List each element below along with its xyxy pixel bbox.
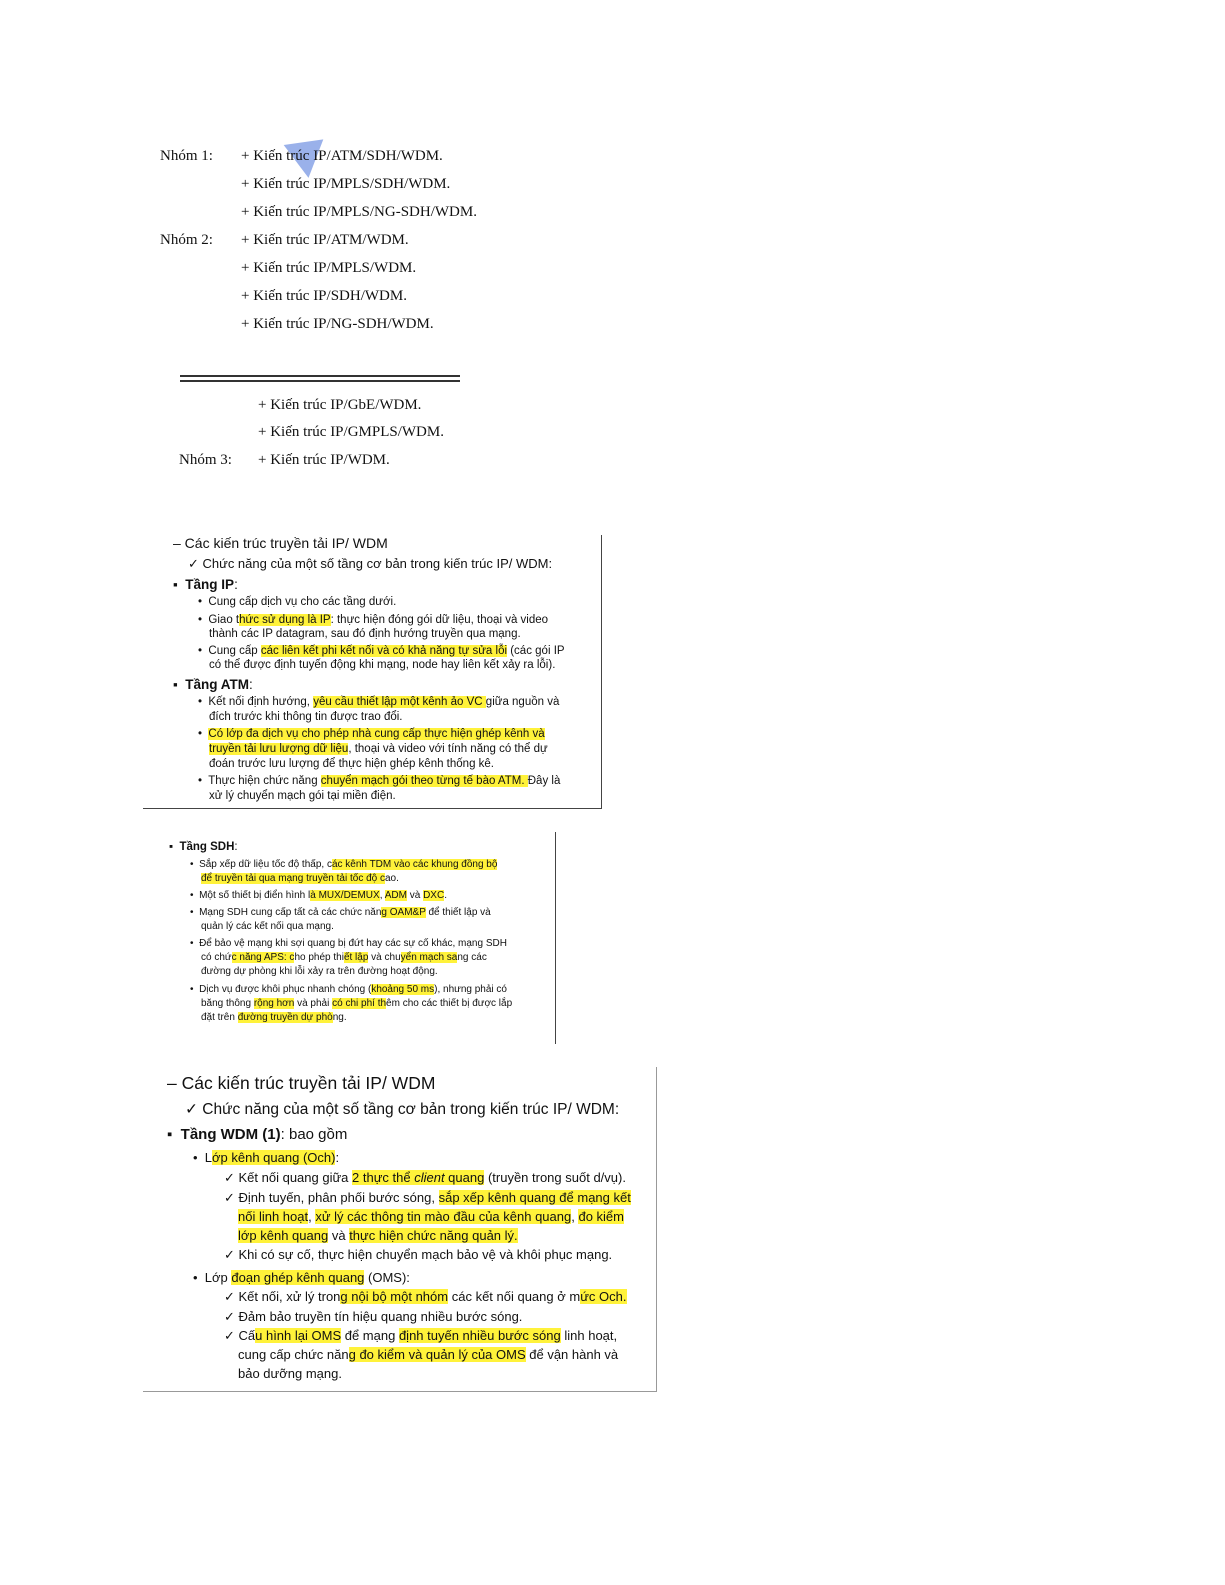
list-item: • Kết nối định hướng, yêu cầu thiết lập một kênh ảo VC giữa nguồn và — [198, 696, 560, 708]
list-item-cont: bảo dưỡng mạng. — [238, 1366, 342, 1381]
list-item-check: ✓ Kết nối, xử lý trong nội bộ một nhóm các kết nối quang ở mức Och. — [224, 1289, 627, 1304]
list-item: • Cung cấp các liên kết phi kết nối và có khả năng tự sửa lỗi (các gói IP — [198, 645, 565, 657]
list-item-cont: đoán trước lưu lượng để thực hiện ghép kênh thống kê. — [209, 758, 494, 770]
list-item-cont: xử lý chuyển mạch gói tại miền điện. — [209, 790, 396, 802]
list-item-check: ✓ Định tuyến, phân phối bước sóng, sắp xếp kênh quang để mạng kết — [224, 1190, 631, 1205]
group-label: Nhóm 3: — [179, 452, 232, 468]
list-item-cont: nối linh hoạt, xử lý các thông tin mào đầu của kênh quang, đo kiểm — [238, 1209, 624, 1224]
slide-snippet-sdh — [143, 832, 556, 1044]
list-item: • Có lớp đa dịch vụ cho phép nhà cung cấp thực hiện ghép kênh và — [198, 728, 545, 740]
list-item-cont: cung cấp chức năng đo kiểm và quản lý của OMS để vận hành và — [238, 1347, 619, 1362]
double-divider — [180, 375, 460, 382]
slide-snippet-ip-atm — [143, 535, 602, 809]
arch-item: + Kiến trúc IP/MPLS/WDM. — [241, 260, 417, 276]
arch-item: + Kiến trúc IP/NG-SDH/WDM. — [241, 316, 434, 332]
slide-subheading: ✓ Chức năng của một số tầng cơ bản trong kiến trúc IP/ WDM: — [188, 556, 553, 571]
list-item: • Một số thiết bị điển hình là MUX/DEMUX, ADM và DXC. — [190, 890, 447, 901]
list-item: • Mạng SDH cung cấp tất cả các chức năng OAM&P để thiết lập và — [190, 907, 491, 918]
arch-item: + Kiến trúc IP/ATM/SDH/WDM. — [241, 148, 443, 164]
slide-heading: – Các kiến trúc truyền tải IP/ WDM — [167, 1073, 436, 1093]
list-item-check: ✓ Cấu hình lại OMS để mạng định tuyến nhiều bước sóng linh hoạt, — [224, 1328, 618, 1343]
group-label: Nhóm 2: — [160, 232, 213, 248]
list-item-cont: lớp kênh quang và thực hiện chức năng quản lý. — [238, 1228, 518, 1243]
list-item-check: ✓ Đảm bảo truyền tín hiệu quang nhiều bước sóng. — [224, 1309, 523, 1324]
list-item: • Lớp đoạn ghép kênh quang (OMS): — [193, 1270, 410, 1285]
list-item-cont: thành các IP datagram, sau đó định hướng truyền qua mạng. — [209, 628, 521, 640]
list-item: • Sắp xếp dữ liệu tốc độ thấp, các kênh TDM vào các khung đồng bộ — [190, 859, 498, 870]
arch-item: + Kiến trúc IP/SDH/WDM. — [241, 288, 407, 304]
arch-item: + Kiến trúc IP/GbE/WDM. — [258, 397, 422, 413]
list-item-cont: để truyền tải qua mạng truyền tải tốc độ cao. — [201, 873, 399, 884]
slide-snippet-wdm — [143, 1067, 657, 1392]
list-item: • Thực hiện chức năng chuyển mạch gói theo từng tế bào ATM. Đây là — [198, 775, 561, 787]
slide-heading: – Các kiến trúc truyền tải IP/ WDM — [173, 535, 388, 551]
list-item: • Lớp kênh quang (Och): — [193, 1150, 340, 1165]
arch-item: + Kiến trúc IP/GMPLS/WDM. — [258, 424, 444, 440]
list-item-cont: đặt trên đường truyền dự phòng. — [201, 1012, 347, 1023]
slide-subheading: ✓ Chức năng của một số tầng cơ bản trong kiến trúc IP/ WDM: — [185, 1101, 620, 1118]
arch-item: + Kiến trúc IP/ATM/WDM. — [241, 232, 409, 248]
list-item-cont: có thể được định tuyến động khi mạng, node hay liên kết xảy ra lỗi). — [209, 659, 556, 671]
list-item-cont: băng thông rộng hơn và phải có chi phí thêm cho các thiết bị được lắp — [201, 998, 513, 1009]
list-item: • Dịch vụ được khôi phục nhanh chóng (khoảng 50 ms), nhưng phải có — [190, 984, 507, 995]
list-item-cont: quản lý các kết nối qua mạng. — [201, 921, 334, 932]
layer-title-atm: ▪ Tầng ATM: — [173, 677, 253, 692]
list-item-check: ✓ Khi có sự cố, thực hiện chuyển mạch bảo vệ và khôi phục mạng. — [224, 1247, 613, 1262]
group-label: Nhóm 1: — [160, 148, 213, 164]
layer-title-wdm: ▪ Tầng WDM (1): bao gồm — [167, 1126, 348, 1143]
list-item-cont: truyền tải lưu lượng dữ liệu, thoại và video với tính năng có thể dự — [209, 743, 548, 755]
layer-title-sdh: ▪ Tầng SDH: — [169, 841, 238, 853]
list-item-cont: đích trước khi thông tin được trao đổi. — [209, 711, 403, 723]
layer-title-ip: ▪ Tầng IP: — [173, 577, 238, 592]
arch-item: + Kiến trúc IP/WDM. — [258, 452, 390, 468]
list-item-cont: có chức năng APS: cho phép thiết lập và chuyển mạch sang các — [201, 952, 487, 963]
arch-item: + Kiến trúc IP/MPLS/SDH/WDM. — [241, 176, 451, 192]
list-item-check: ✓ Kết nối quang giữa 2 thực thể client quang (truyền trong suốt d/vụ). — [224, 1170, 626, 1185]
list-item-cont: đường dự phòng khi lỗi xảy ra trên đường hoạt động. — [201, 966, 438, 977]
list-item: • Giao thức sử dụng là IP: thực hiện đóng gói dữ liệu, thoại và video — [198, 614, 549, 626]
list-item: • Để bảo vệ mạng khi sợi quang bị đứt hay các sự cố khác, mạng SDH — [190, 938, 507, 949]
list-item: • Cung cấp dịch vụ cho các tầng dưới. — [198, 596, 397, 608]
arch-item: + Kiến trúc IP/MPLS/NG-SDH/WDM. — [241, 204, 477, 220]
